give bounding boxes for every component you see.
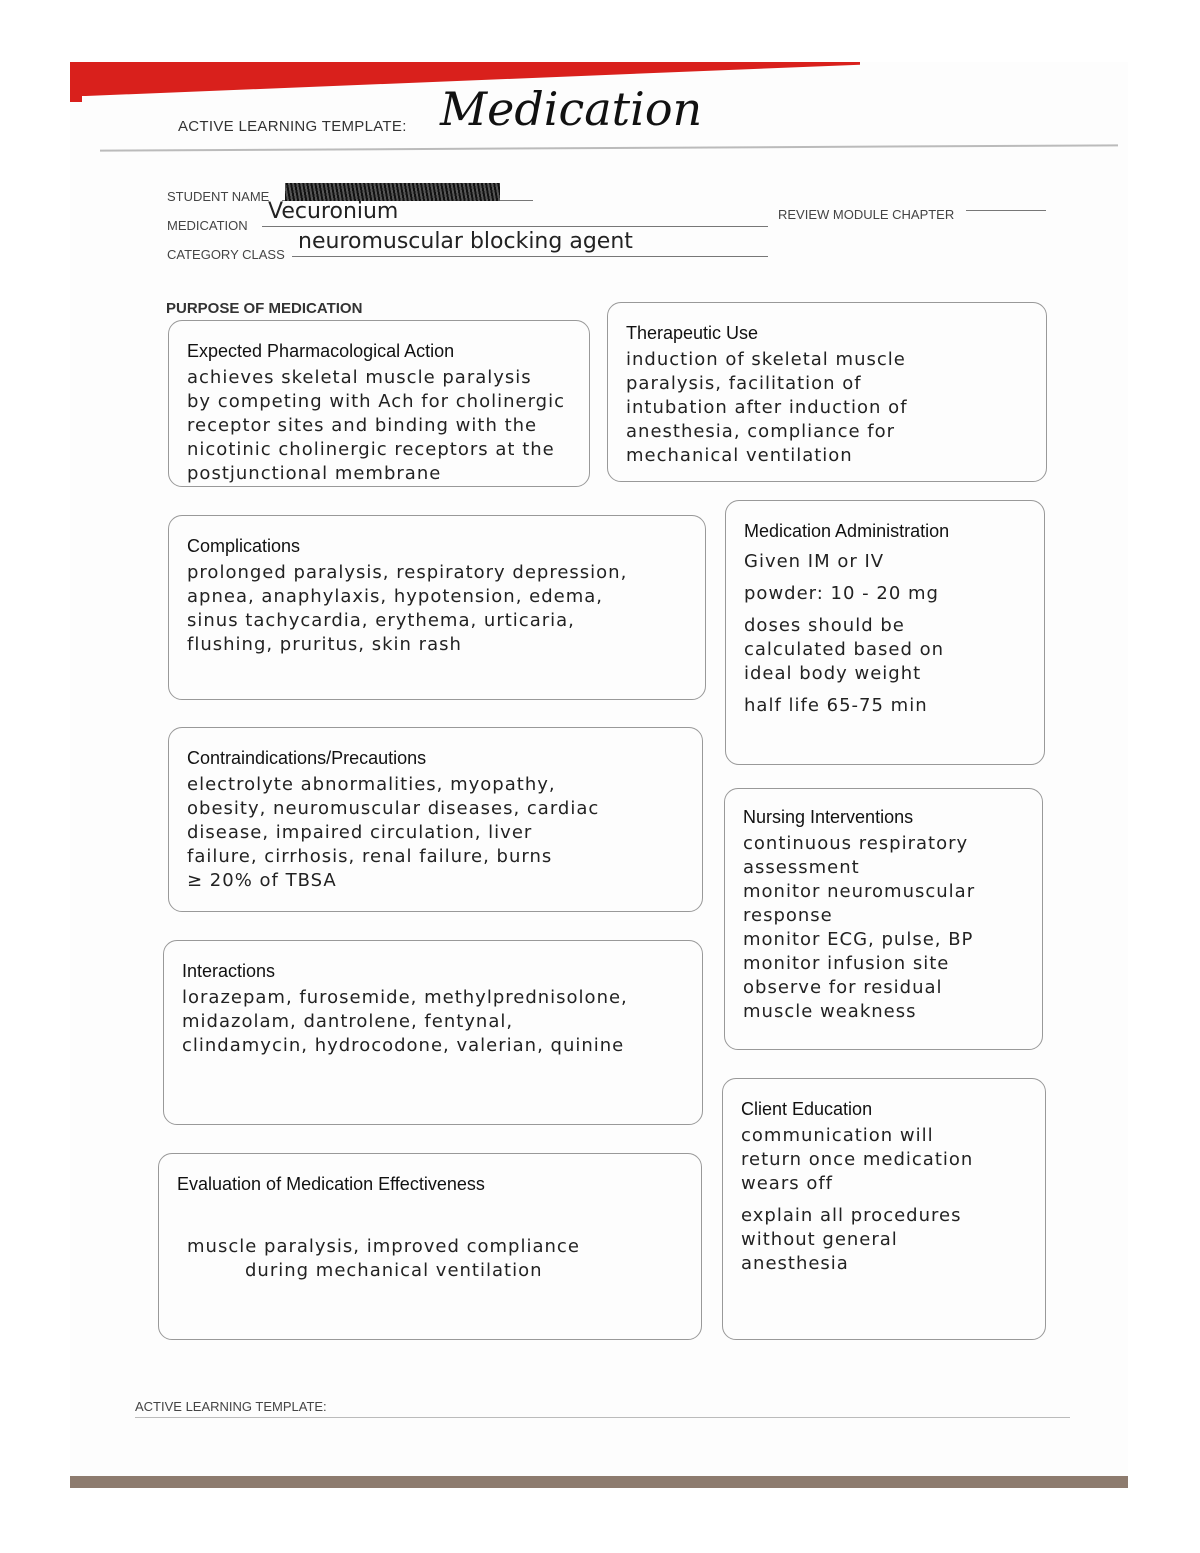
text-line: muscle paralysis, improved compliance xyxy=(187,1236,580,1257)
text-line: sinus tachycardia, erythema, urticaria, xyxy=(187,610,575,631)
text-line: mechanical ventilation xyxy=(626,445,853,466)
text-line: muscle weakness xyxy=(743,1001,917,1022)
text-line: failure, cirrhosis, renal failure, burns xyxy=(187,846,553,867)
text-line: achieves skeletal muscle paralysis xyxy=(187,367,532,388)
text-line: powder: 10 - 20 mg xyxy=(744,583,939,604)
text-line: calculated based on xyxy=(744,639,945,660)
text-line: postjunctional membrane xyxy=(187,463,442,484)
expected-action-box xyxy=(168,320,590,487)
interactions-box xyxy=(163,940,703,1125)
text-line: anesthesia, compliance for xyxy=(626,421,896,442)
text-line: induction of skeletal muscle xyxy=(626,349,906,370)
box-title: Therapeutic Use xyxy=(626,323,759,343)
text-line: paralysis, facilitation of xyxy=(626,373,862,394)
nursing-interventions-box xyxy=(724,788,1043,1050)
text-line: communication will xyxy=(741,1125,934,1146)
administration-box xyxy=(725,500,1045,765)
category-field[interactable]: neuromuscular blocking agent xyxy=(292,228,768,257)
text-line: disease, impaired circulation, liver xyxy=(187,822,533,843)
text-line: electrolyte abnormalities, myopathy, xyxy=(187,774,556,795)
purpose-heading: PURPOSE OF MEDICATION xyxy=(166,300,363,317)
review-module-label: REVIEW MODULE CHAPTER xyxy=(778,207,955,222)
box-title: Interactions xyxy=(182,961,276,981)
text-line: continuous respiratory xyxy=(743,833,969,854)
footer-label: ACTIVE LEARNING TEMPLATE: xyxy=(135,1399,327,1414)
text-line: midazolam, dantrolene, fentynal, xyxy=(182,1011,514,1032)
text-line: nicotinic cholinergic receptors at the xyxy=(187,439,555,460)
client-education-box xyxy=(722,1078,1046,1340)
text-line: ideal body weight xyxy=(744,663,922,684)
text-line: doses should be xyxy=(744,615,905,636)
text-line: anesthesia xyxy=(741,1253,849,1274)
bottom-edge xyxy=(70,1476,1128,1488)
text-line: prolonged paralysis, respiratory depression, xyxy=(187,562,628,583)
box-title: Contraindications/Precautions xyxy=(187,748,427,768)
review-module-field[interactable] xyxy=(966,190,1046,211)
text-line: Given IM or IV xyxy=(744,551,885,572)
student-name-label: STUDENT NAME xyxy=(167,189,270,204)
box-title: Complications xyxy=(187,536,301,556)
text-line: ≥ 20% of TBSA xyxy=(187,870,337,891)
text-line: clindamycin, hydrocodone, valerian, quinine xyxy=(182,1035,625,1056)
text-line: lorazepam, furosemide, methylprednisolone, xyxy=(182,987,628,1008)
text-line: receptor sites and binding with the xyxy=(187,415,538,436)
text-line: during mechanical ventilation xyxy=(245,1260,543,1281)
medication-field[interactable]: Vecuronium xyxy=(262,198,768,227)
medication-label: MEDICATION xyxy=(167,218,248,233)
box-title: Expected Pharmacological Action xyxy=(187,341,455,361)
text-line: intubation after induction of xyxy=(626,397,908,418)
box-title: Medication Administration xyxy=(744,521,950,541)
box-title: Client Education xyxy=(741,1099,873,1119)
box-title: Nursing Interventions xyxy=(743,807,914,827)
text-line: explain all procedures xyxy=(741,1205,962,1226)
text-line: monitor infusion site xyxy=(743,953,950,974)
box-title: Evaluation of Medication Effectiveness xyxy=(177,1174,485,1194)
complications-box xyxy=(168,515,706,700)
text-line: observe for residual xyxy=(743,977,943,998)
text-line: half life 65-75 min xyxy=(744,695,928,716)
text-line: response xyxy=(743,905,833,926)
text-line: monitor ECG, pulse, BP xyxy=(743,929,974,950)
text-line: obesity, neuromuscular diseases, cardiac xyxy=(187,798,600,819)
footer-rule xyxy=(135,1417,1070,1418)
text-line: assessment xyxy=(743,857,860,878)
template-label: ACTIVE LEARNING TEMPLATE: xyxy=(178,118,407,135)
text-line: without general xyxy=(741,1229,898,1250)
text-line: flushing, pruritus, skin rash xyxy=(187,634,462,655)
text-line: wears off xyxy=(741,1173,834,1194)
text-line: return once medication xyxy=(741,1149,974,1170)
evaluation-box xyxy=(158,1153,702,1340)
page-title: Medication xyxy=(440,82,703,136)
therapeutic-use-box xyxy=(607,302,1047,482)
category-label: CATEGORY CLASS xyxy=(167,247,285,262)
red-side-band xyxy=(70,62,82,102)
text-line: monitor neuromuscular xyxy=(743,881,976,902)
text-line: by competing with Ach for cholinergic xyxy=(187,391,565,412)
text-line: apnea, anaphylaxis, hypotension, edema, xyxy=(187,586,604,607)
contraindications-box xyxy=(168,727,703,912)
